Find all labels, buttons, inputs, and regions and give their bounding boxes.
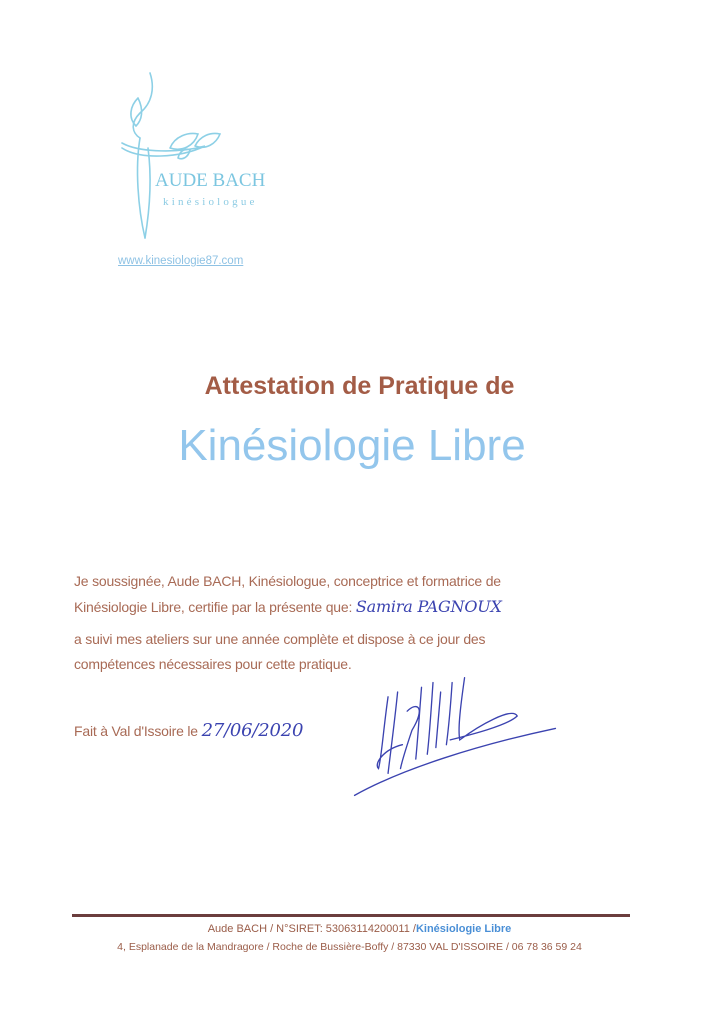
footer-line-1 — [0, 922, 719, 936]
body-line-4: compétences nécessaires pour cette pratique. — [74, 656, 352, 672]
footer-divider — [72, 914, 630, 917]
logo-brand-name: AUDE BACH — [155, 170, 266, 191]
handwritten-recipient-name: Samira PAGNOUX — [355, 597, 502, 616]
signature-icon — [345, 670, 565, 805]
website-link[interactable]: www.kinesiologie87.com — [118, 255, 244, 267]
footer-address: 4, Esplanade de la Mandragore / Roche de Bussière-Boffy / 87330 VAL D'ISSOIRE / 06 78 36 59 24 — [117, 941, 582, 953]
body-line-1: Je soussignée, Aude BACH, Kinésiologue, conceptrice et formatrice de — [74, 573, 501, 589]
body-line-2 — [74, 598, 502, 616]
document-title: Attestation de Pratique de — [204, 372, 515, 400]
footer-siret: Aude BACH / N°SIRET: 53063114200011 / — [207, 923, 416, 935]
document-subtitle: Kinésiologie Libre — [178, 421, 526, 470]
logo-subtitle: kinésiologue — [163, 196, 258, 208]
certify-text: Kinésiologie Libre, certifie par la présente que: — [74, 599, 356, 615]
handwritten-date: 27/06/2020 — [201, 720, 304, 741]
body-line-3: a suivi mes ateliers sur une année complète et dispose à ce jour des — [74, 631, 486, 647]
place-prefix: Fait à Val d'Issoire le — [74, 723, 202, 739]
place-date-line — [74, 722, 303, 740]
footer-brand: Kinésiologie Libre — [415, 923, 512, 935]
dancer-leaf-logo-icon — [110, 68, 280, 243]
